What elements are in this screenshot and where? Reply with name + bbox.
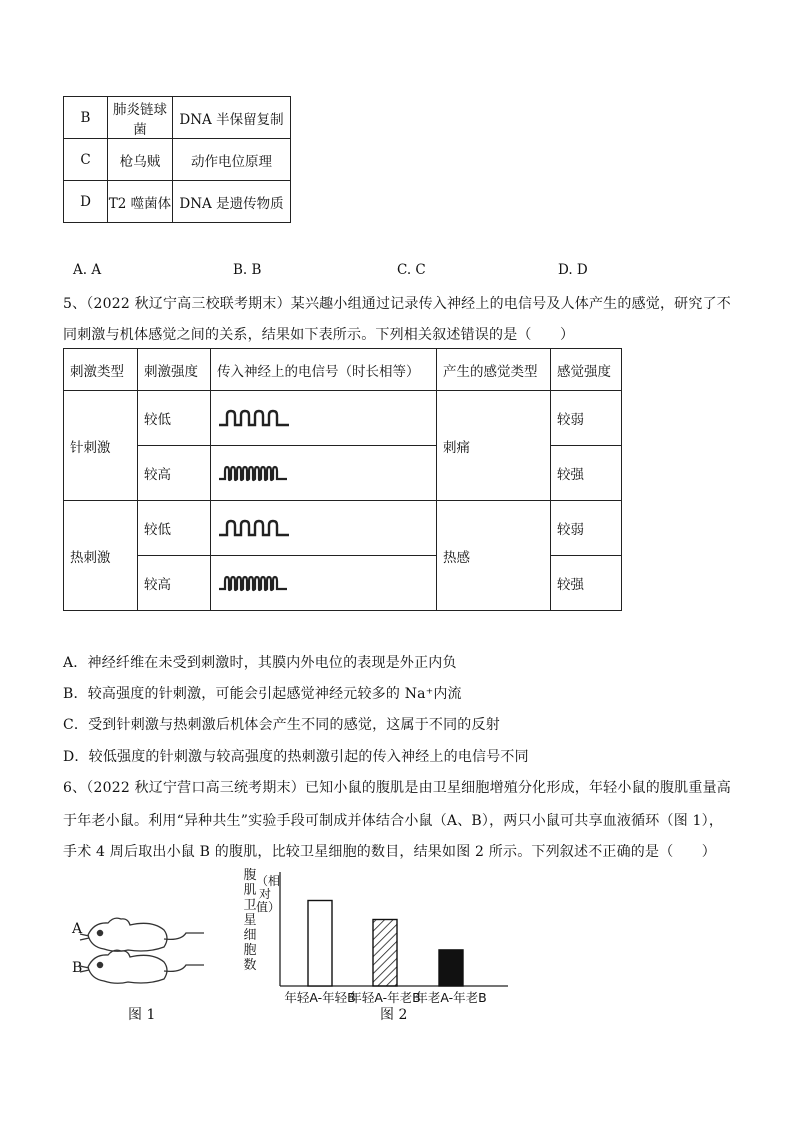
q5-strength-cell: 较强: [551, 446, 622, 501]
top-table: [63, 96, 291, 223]
q5-signal-cell: [211, 556, 437, 611]
q5-stem-line1: 5、（2022 秋辽宁高三校联考期末）某兴趣小组通过记录传入神经上的电信号及人体产生的感觉，研究了不: [63, 296, 731, 312]
option-cell: C: [64, 139, 108, 181]
q5-strength-cell: 较弱: [551, 501, 622, 556]
q5-intensity-cell: 较高: [138, 446, 211, 501]
signal-low-wave: [217, 406, 307, 430]
principle-cell: DNA 半保留复制: [173, 97, 291, 139]
q5-option-b: B．较高强度的针刺激，可能会引起感觉神经元较多的 Na⁺内流: [63, 686, 462, 702]
chart-x-tick-label: 年轻A-年老B: [349, 990, 421, 1005]
organism-cell: 肺炎链球菌: [108, 97, 173, 139]
chart-x-tick-label: 年轻A-年轻B: [284, 990, 356, 1005]
figure1-caption: 图 1: [128, 1007, 156, 1023]
q5-intensity-cell: 较低: [138, 391, 211, 446]
figure2-caption: 图 2: [380, 1007, 408, 1023]
chart-bar: [308, 901, 332, 987]
option-cell: D: [64, 181, 108, 223]
q5-signal-cell: [211, 391, 437, 446]
organism-cell: T2 噬菌体: [108, 181, 173, 223]
q5-stem-line2: 同刺激与机体感觉之间的关系，结果如下表所示。下列相关叙述错误的是（ ）: [63, 327, 575, 343]
q5-sensation-heat: 热感: [437, 501, 551, 611]
option-cell: B: [64, 97, 108, 139]
signal-high-wave: [217, 571, 307, 595]
principle-cell: DNA 是遗传物质: [173, 181, 291, 223]
q5-intensity-cell: 较高: [138, 556, 211, 611]
q5-header-strength: 感觉强度: [551, 349, 622, 391]
q5-sensation-needle: 刺痛: [437, 391, 551, 501]
chart-bar: [439, 950, 463, 986]
q5-header-intensity: 刺激强度: [138, 349, 211, 391]
q5-type-needle: 针刺激: [64, 391, 138, 501]
q4-option-b: B. B: [233, 262, 262, 278]
q5-option-d: D．较低强度的针刺激与较高强度的热刺激引起的传入神经上的电信号不同: [63, 749, 529, 765]
top-table-row: [64, 139, 291, 181]
organism-cell: 枪乌贼: [108, 139, 173, 181]
q5-header-signal: 传入神经上的电信号（时长相等）: [211, 349, 437, 391]
q4-option-d: D. D: [558, 262, 588, 278]
q5-signal-cell: [211, 446, 437, 501]
q4-option-c: C. C: [397, 262, 426, 278]
q6-stem-line3: 手术 4 周后取出小鼠 B 的腹肌，比较卫星细胞的数目，结果如图 2 所示。下列叙述不正确的是（ ）: [63, 844, 717, 860]
chart-bar: [373, 920, 397, 987]
top-table-row: [64, 181, 291, 223]
top-table-row: [64, 97, 291, 139]
q5-header-sensation: 产生的感觉类型: [437, 349, 551, 391]
q5-signal-cell: [211, 501, 437, 556]
signal-high-wave: [217, 461, 307, 485]
q5-intensity-cell: 较低: [138, 501, 211, 556]
chart-x-tick-label: 年老A-年老B: [415, 990, 487, 1005]
principle-cell: 动作电位原理: [173, 139, 291, 181]
q6-stem-line2: 于年老小鼠。利用“异种共生”实验手段可制成并体结合小鼠（A、B），两只小鼠可共享血液循环（图 1），: [63, 813, 724, 829]
q5-type-heat: 热刺激: [64, 501, 138, 611]
q5-table: [63, 348, 622, 611]
figure1-label-a: A: [72, 921, 83, 937]
chart-ylabel-line1: 腹肌卫星细胞数: [243, 868, 257, 973]
q6-stem-line1: 6、（2022 秋辽宁营口高三统考期末）已知小鼠的腹肌是由卫星细胞增殖分化形成，年轻小鼠的腹肌重量高: [63, 780, 731, 796]
q4-option-a: A. A: [73, 262, 102, 278]
figure1-label-b: B: [72, 960, 83, 976]
chart-ylabel-line2: （相对值）: [256, 874, 281, 914]
figure1-mice-illustration: [66, 905, 211, 995]
signal-low-wave: [217, 516, 307, 540]
figure2-bar-chart: [270, 864, 520, 1009]
q5-option-a: A．神经纤维在未受到刺激时，其膜内外电位的表现是外正内负: [63, 655, 457, 671]
q5-strength-cell: 较强: [551, 556, 622, 611]
q5-header-type: 刺激类型: [64, 349, 138, 391]
q5-strength-cell: 较弱: [551, 391, 622, 446]
q5-option-c: C．受到针刺激与热刺激后机体会产生不同的感觉，这属于不同的反射: [63, 717, 500, 733]
